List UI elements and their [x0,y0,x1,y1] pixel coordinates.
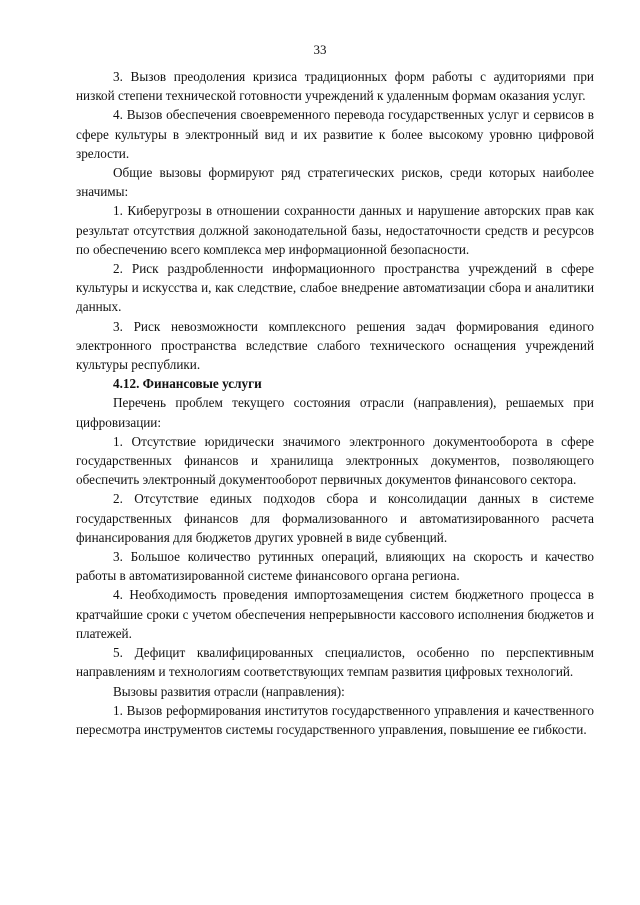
paragraph-risks-intro: Общие вызовы формируют ряд стратегических рисков, среди которых наиболее значимы: [76,165,594,200]
paragraph-challenges-intro: Вызовы развития отрасли (направления): [113,683,345,699]
paragraph-challenge-3: 3. Вызов преодоления кризиса традиционных форм работы с аудиториями при низкой степени технической готовности учреждений к удаленным формам оказания услуг. [76,69,594,104]
paragraph-challenge-4: 4. Вызов обеспечения своевременного перевода государственных услуг и сервисов в сфере культуры в электронный вид и их развитие к более высокому уровню цифровой зрелости. [76,107,594,161]
paragraph-problem-5: 5. Дефицит квалифицированных специалистов, особенно по перспективным направлениям и технологиям соответствующих темпам развития цифровых технологий. [76,645,594,680]
paragraph-problems-intro: Перечень проблем текущего состояния отрасли (направления), решаемых при цифровизации: [76,395,594,430]
paragraph-risk-1: 1. Киберугрозы в отношении сохранности данных и нарушение авторских прав как результат отсутствия должной законодательной базы, недостаточности средств и ресурсов по обеспечению всего комплекса мер информационной безопасности. [76,203,594,257]
paragraph-problem-3: 3. Большое количество рутинных операций, влияющих на скорость и качество работы в автоматизированной системе финансового органа региона. [76,549,594,584]
document-body [76,67,594,739]
paragraph-problem-2: 2. Отсутствие единых подходов сбора и консолидации данных в системе государственных финансов для формализованного и автоматизированного расчета финансирования для бюджетов других уровней в виде субвенций. [76,491,594,545]
paragraph-risk-3: 3. Риск невозможности комплексного решения задач формирования единого электронного пространства вследствие слабого технического оснащения учреждений культуры республики. [76,318,594,373]
section-heading: 4.12. Финансовые услуги [113,376,262,392]
paragraph-problem-4: 4. Необходимость проведения импортозамещения систем бюджетного процесса в кратчайшие сроки с учетом обеспечения непрерывности кассового исполнения бюджетов и платежей. [76,587,594,641]
paragraph-risk-2: 2. Риск раздробленности информационного пространства учреждений в сфере культуры и искусства и, как следствие, слабое внедрение автоматизации сбора и аналитики данных. [76,261,594,315]
paragraph-problem-1: 1. Отсутствие юридически значимого электронного документооборота в сфере государственных финансов и хранилища электронных документов, позволяющего обеспечить электронный документооборот первичных документов финансового сектора. [76,433,594,488]
page-number: 33 [313,42,327,57]
paragraph-dev-challenge-1: 1. Вызов реформирования институтов государственного управления и качественного пересмотра инструментов системы государственного управления, повышение ее гибкости. [76,702,594,737]
